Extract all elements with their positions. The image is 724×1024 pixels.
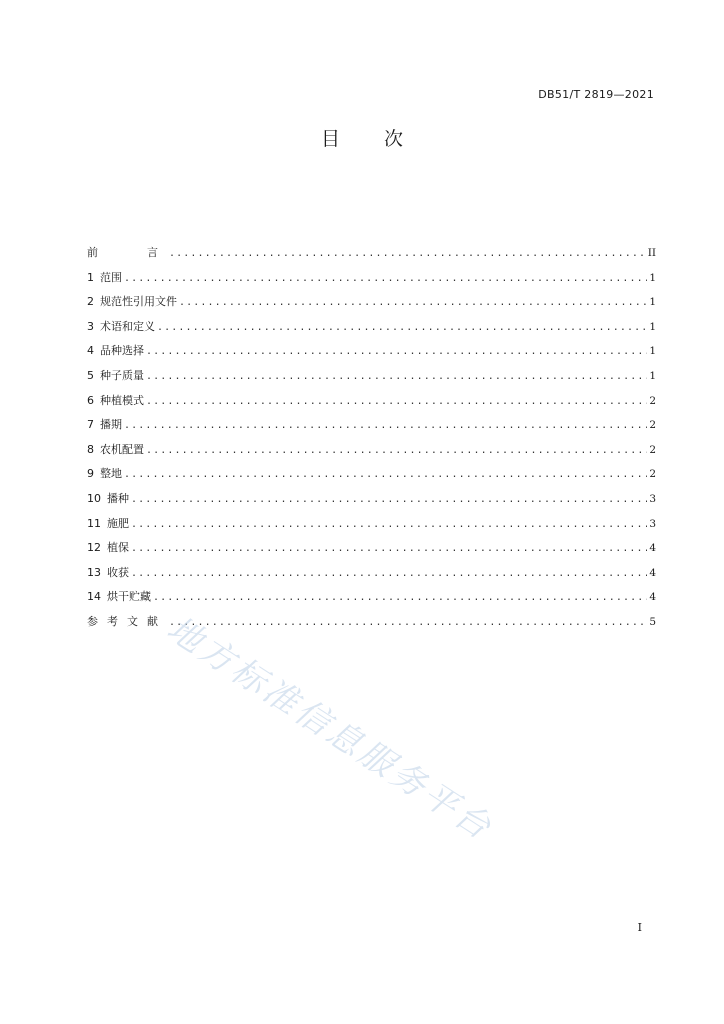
toc-entry-text: 播期 (100, 418, 122, 432)
toc-entry-5[interactable] (87, 368, 656, 393)
toc-entry-number: 6 (87, 393, 94, 407)
toc-entry-text: 收获 (107, 565, 129, 579)
toc-entry-text: 种植模式 (100, 393, 144, 407)
toc-entry-10[interactable] (87, 491, 656, 516)
page-number: I (637, 921, 642, 934)
toc-entry-1[interactable] (87, 270, 656, 295)
toc-leader-dots (146, 394, 647, 409)
toc-leader-dots (131, 517, 647, 532)
toc-leader-dots (169, 246, 646, 261)
toc-entry-number: 13 (87, 565, 101, 579)
toc-entry-label: 参考文献 (87, 614, 167, 628)
toc-entry-number: 1 (87, 270, 94, 284)
toc-entry-label (87, 270, 124, 285)
toc-entry-text: 播种 (107, 491, 129, 505)
toc-entry-3[interactable] (87, 319, 656, 344)
toc-entry-label (87, 442, 146, 457)
toc-entry-page: 1 (649, 345, 656, 358)
toc-leader-dots (131, 541, 647, 556)
toc-leader-dots (146, 344, 647, 359)
toc-leader-dots (146, 443, 647, 458)
toc-leader-dots (124, 467, 647, 482)
toc-entry-label (87, 294, 179, 309)
toc-entry-text: 烘干贮藏 (107, 590, 151, 604)
toc-entry-page: II (647, 247, 656, 259)
document-code: DB51/T 2819—2021 (538, 88, 654, 101)
toc-entry-page: 1 (649, 369, 656, 382)
toc-entry-number: 12 (87, 541, 101, 555)
title-char-2: 次 (384, 128, 404, 150)
toc-entry-label (87, 466, 124, 481)
toc-leader-dots (179, 295, 647, 310)
toc-entry-page: 1 (649, 271, 656, 284)
toc-leader-dots (146, 369, 647, 384)
toc-entry-number: 10 (87, 491, 101, 505)
toc-entry-text: 规范性引用文件 (100, 295, 177, 309)
toc-entry-number: 14 (87, 590, 101, 604)
toc-leader-dots (153, 590, 647, 605)
toc-entry-8[interactable] (87, 442, 656, 467)
toc-entry-label (87, 393, 146, 408)
toc-leader-dots (157, 320, 647, 335)
toc-entry-number: 8 (87, 442, 94, 456)
toc-entry-13[interactable] (87, 565, 656, 590)
toc-entry-page: 2 (649, 394, 656, 407)
toc-entry-7[interactable] (87, 417, 656, 442)
toc-entry-number: 2 (87, 295, 94, 309)
toc-entry-page: 2 (649, 443, 656, 456)
toc-entry-text: 种子质量 (100, 368, 144, 382)
toc-entry-label (87, 540, 131, 555)
toc-entry-label (87, 516, 131, 531)
title-char-1: 目 (320, 128, 340, 150)
toc-entry-page: 3 (649, 517, 656, 530)
toc-entry-2[interactable] (87, 294, 656, 319)
toc-entry-number: 7 (87, 418, 94, 432)
toc-entry-11[interactable] (87, 516, 656, 541)
toc-entry-4[interactable] (87, 343, 656, 368)
toc-entry-number: 5 (87, 368, 94, 382)
toc-entry-label: 前 言 (87, 246, 167, 259)
toc-entry-label (87, 589, 153, 604)
toc-entry-label (87, 565, 131, 580)
toc-entry-number: 11 (87, 516, 101, 530)
toc-entry-page: 4 (649, 542, 656, 555)
toc-entry-number: 4 (87, 344, 94, 358)
toc-entry-page: 4 (649, 591, 656, 604)
toc-leader-dots (131, 566, 647, 581)
toc-entry-6[interactable] (87, 393, 656, 418)
table-of-contents (87, 245, 656, 639)
toc-entry-text: 整地 (100, 467, 122, 481)
toc-entry-page: 2 (649, 468, 656, 481)
toc-entry-page: 5 (649, 615, 656, 628)
toc-entry-14[interactable] (87, 589, 656, 614)
toc-entry-label (87, 343, 146, 358)
toc-entry-text: 施肥 (107, 516, 129, 530)
toc-entry-text: 范围 (100, 270, 122, 284)
toc-leader-dots (169, 615, 647, 630)
toc-entry-page: 1 (649, 296, 656, 309)
page-title (0, 124, 724, 151)
toc-entry-text: 术语和定义 (100, 319, 155, 333)
toc-leader-dots (131, 492, 647, 507)
watermark: 地方标准信息服务平台 (159, 608, 501, 850)
toc-entry-number: 3 (87, 319, 94, 333)
toc-entry-page: 4 (649, 566, 656, 579)
toc-entry-9[interactable] (87, 466, 656, 491)
toc-entry-number: 9 (87, 467, 94, 481)
toc-entry-label (87, 417, 124, 432)
toc-entry-text: 农机配置 (100, 442, 144, 456)
toc-entry-text: 品种选择 (100, 344, 144, 358)
toc-entry-page: 1 (649, 320, 656, 333)
toc-entry-12[interactable] (87, 540, 656, 565)
toc-entry-foreword[interactable] (87, 245, 656, 270)
toc-entry-label (87, 368, 146, 383)
toc-entry-label (87, 491, 131, 506)
toc-entry-page: 3 (649, 492, 656, 505)
toc-entry-label (87, 319, 157, 334)
toc-leader-dots (124, 418, 647, 433)
toc-entry-text: 植保 (107, 541, 129, 555)
toc-leader-dots (124, 271, 647, 286)
toc-entry-page: 2 (649, 419, 656, 432)
